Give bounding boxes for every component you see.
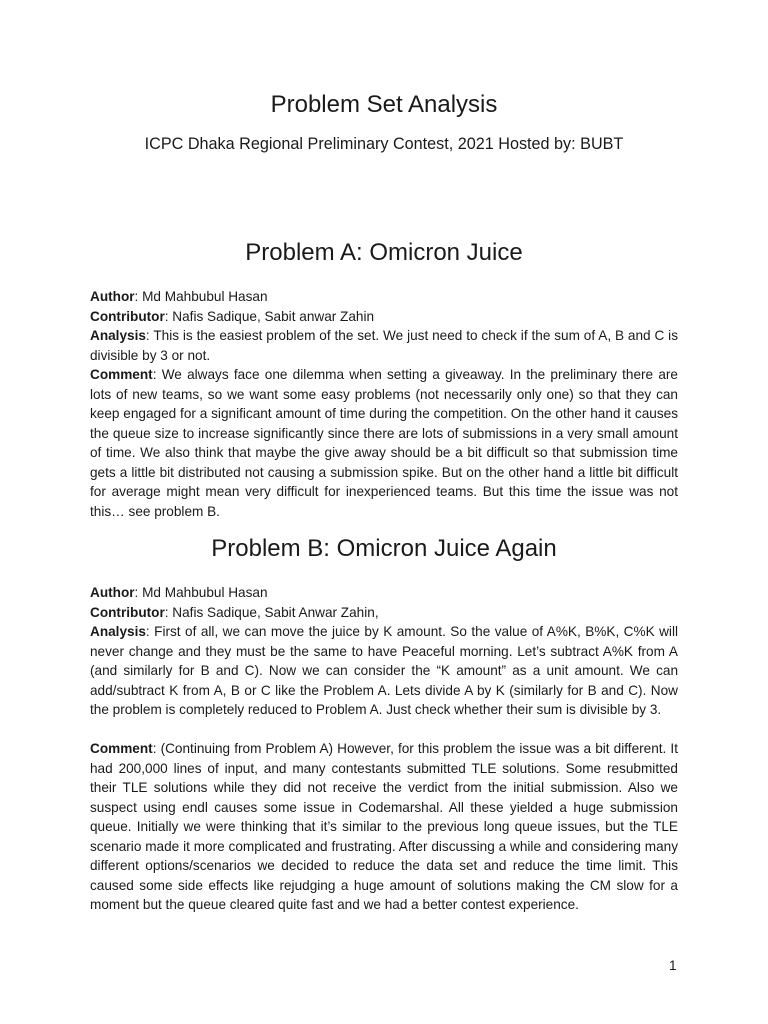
- contributor-value: : Nafis Sadique, Sabit Anwar Zahin,: [164, 604, 379, 620]
- author-value: : Md Mahbubul Hasan: [134, 289, 268, 304]
- problem-b-comment: [90, 739, 678, 915]
- comment-text: : (Continuing from Problem A) However, for this problem the issue was a bit different. It had 200,000 lines of input, and many contestants submitted TLE solutions. Some resubmitted their TLE solutions while they did not receive the verdict from the initial submission. Also we suspect using endl causes some issue in Codemarshal. All these yielded a huge submission queue. Initially we were thinking that it’s similar to the previous long queue issues, but the TLE scenario made it more complicated and frustrating. After discussing a while and considering many different options/scenarios we decided to reduce the data set and reduce the time limit. This caused some side effects like rejudging a huge amount of solutions making the CM slow for a moment but the queue cleared quite fast and we had a better contest experience.: [90, 741, 678, 912]
- analysis-text: : This is the easiest problem of the set. We just need to check if the sum of A, B and C is divisible by 3 or not.: [90, 328, 678, 363]
- author-label: Author: [90, 585, 135, 600]
- problem-a-author: [90, 287, 678, 307]
- problem-b-analysis: [90, 622, 678, 720]
- problem-a-heading: Problem A: Omicron Juice: [245, 239, 523, 266]
- comment-text: : We always face one dilemma when setting a giveaway. In the preliminary there are lots of new teams, so we want some easy problems (not necessarily only one) so that they can keep engaged for a significant amount of time during the competition. On the other hand it causes the queue size to increase significantly since there are lots of submissions in a very small amount of time. We also think that maybe the give away should be a bit difficult so that submission time gets a little bit distributed not causing a submission spike. But on the other hand a little bit difficult for average might mean very difficult for inexperienced teams. But this time the issue was not this… see problem B.: [90, 367, 678, 519]
- problem-a-section: [90, 236, 678, 521]
- contributor-value: : Nafis Sadique, Sabit anwar Zahin: [164, 308, 375, 324]
- comment-label: Comment: [90, 741, 153, 756]
- comment-label: Comment: [90, 367, 153, 382]
- problem-b-author: [90, 583, 678, 603]
- problem-b-section: [90, 532, 678, 915]
- analysis-text: : First of all, we can move the juice by K amount. So the value of A%K, B%K, C%K will never change and they must be the same to have Peaceful morning. Let’s subtract A%K from A (and similarly for B and C). Now we can consider the “K amount” as a unit amount. We can add/subtract K from A, B or C like the Problem A. Lets divide A by K (similarly for B and C). Now the problem is completely reduced to Problem A. Just check whether their sum is divisible by 3.: [90, 624, 678, 717]
- contributor-label: Contributor: [90, 308, 165, 324]
- problem-a-analysis: [90, 326, 678, 365]
- problem-b-contributor: [90, 603, 678, 623]
- analysis-label: Analysis: [90, 624, 146, 639]
- problem-a-comment: [90, 365, 678, 521]
- author-label: Author: [90, 289, 135, 304]
- document-subtitle: ICPC Dhaka Regional Preliminary Contest, 2021 Hosted by: BUBT: [144, 135, 624, 153]
- author-value: : Md Mahbubul Hasan: [134, 585, 268, 600]
- page-number: 1: [669, 958, 677, 973]
- problem-a-contributor: [90, 307, 678, 327]
- contributor-label: Contributor: [90, 604, 165, 620]
- document-title: Problem Set Analysis: [270, 91, 498, 118]
- analysis-label: Analysis: [90, 328, 146, 343]
- problem-b-heading: Problem B: Omicron Juice Again: [211, 535, 557, 562]
